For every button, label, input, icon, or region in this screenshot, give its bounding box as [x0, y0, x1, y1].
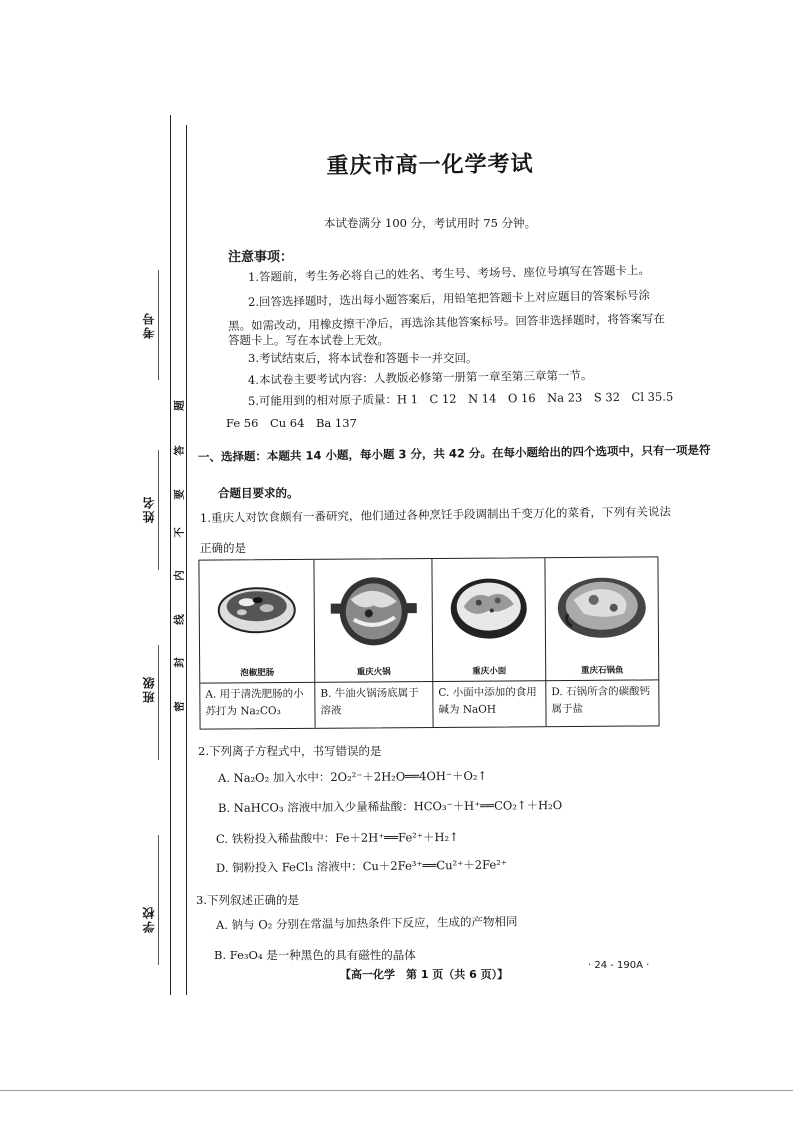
binding-line-outer — [170, 115, 171, 995]
notice-item-2a: 2.回答选择题时，选出每小题答案后，用铅笔把答题卡上对应题目的答案标号涂 — [247, 287, 651, 309]
school-line — [158, 835, 159, 965]
class-line — [158, 645, 159, 760]
exam-no-label: 考号 — [142, 311, 156, 339]
q1-option-b-cell — [315, 681, 433, 728]
section1-heading-a: 一、选择题：本题共 14 小题，每小题 3 分，共 42 分。在每小题给出的四个选项中，只有一项是符 — [197, 442, 711, 464]
seal-char-8: 题 — [173, 400, 186, 411]
notice-item-2b: 黑。如需改动，用橡皮擦干净后，再选涂其他答案标号。回答非选择题时，将答案写在 — [227, 311, 666, 333]
name-line — [158, 450, 159, 570]
q1-stem-b: 正确的是 — [200, 541, 246, 555]
q3-stem: 3.下列叙述正确的是 — [196, 893, 299, 907]
notice-item-2c: 答题卡上。写在本试卷上无效。 — [228, 333, 389, 347]
dish-image-3 — [443, 570, 534, 651]
notice-heading: 注意事项： — [228, 250, 294, 265]
page-title: 重庆市高一化学考试 — [326, 151, 534, 180]
seal-char-4: 内 — [173, 570, 186, 581]
q3-option-b: B. Fe₃O₄ 是一种黑色的具有磁性的晶体 — [214, 948, 416, 962]
dish-cell-2 — [314, 559, 433, 682]
q1-option-c: C. 小面中添加的食用碱为 NaOH — [438, 686, 537, 716]
dish-caption-2: 重庆火锅 — [356, 667, 391, 678]
section1-heading-b: 合题目要求的。 — [218, 486, 299, 500]
q1-option-b: B. 牛油火锅汤底属于溶液 — [320, 687, 419, 717]
seal-char-7: 答 — [173, 445, 186, 456]
dish-caption-1: 泡椒肥肠 — [240, 668, 275, 679]
notice-item-1: 1.答题前，考生务必将自己的姓名、考生号、考场号、座位号填写在答题卡上。 — [247, 262, 651, 284]
dish-cell-1 — [199, 560, 315, 683]
exam-intro: 本试卷满分 100 分，考试用时 75 分钟。 — [323, 216, 537, 230]
notice-item-4: 4.本试卷主要考试内容：人教版必修第一册第一章至第三章第一节。 — [247, 368, 593, 387]
name-label: 姓名 — [142, 495, 156, 523]
q1-option-c-cell — [433, 680, 546, 727]
exam-code: · 24 - 190A · — [588, 960, 650, 971]
q2-option-d: D. 铜粉投入 FeCl₃ 溶液中：Cu＋2Fe³⁺══Cu²⁺＋2Fe²⁺ — [215, 857, 507, 875]
notice-item-3: 3.考试结束后，将本试卷和答题卡一并交回。 — [248, 351, 478, 365]
q1-dish-row — [199, 557, 658, 683]
q1-options-table — [198, 556, 659, 729]
scan-fold-line — [0, 1090, 793, 1091]
q2-stem: 2.下列离子方程式中，书写错误的是 — [198, 744, 382, 758]
q1-option-d-cell — [546, 679, 658, 726]
dish-caption-3: 重庆小面 — [472, 666, 507, 677]
seal-char-3: 线 — [173, 614, 186, 625]
binding-line-inner — [186, 125, 187, 995]
q1-stem-a: 1.重庆人对饮食颇有一番研究，他们通过各种烹饪手段调制出千变万化的菜肴，下列有关说法 — [199, 504, 672, 525]
q1-option-d: D. 石锅所含的碳酸钙属于盐 — [551, 685, 651, 716]
q2-option-c: C. 铁粉投入稀盐酸中：Fe＋2H⁺══Fe²⁺＋H₂↑ — [215, 829, 459, 846]
dish-cell-4 — [545, 557, 658, 680]
school-label: 学校 — [142, 905, 156, 933]
dish-image-4 — [553, 569, 650, 646]
notice-item-5b: Fe 56 Cu 64 Ba 137 — [226, 416, 357, 430]
exam-no-line — [158, 270, 159, 380]
q1-option-a: A. 用于清洗肥肠的小苏打为 Na₂CO₃ — [205, 687, 304, 718]
class-label: 班级 — [142, 675, 156, 703]
q3-option-a: A. 钠与 O₂ 分别在常温与加热条件下反应，生成的产物相同 — [215, 914, 518, 932]
q1-option-a-cell — [200, 682, 315, 729]
dish-image-1 — [212, 572, 302, 643]
q2-option-a: A. Na₂O₂ 加入水中：2O₂²⁻＋2H₂O══4OH⁻＋O₂↑ — [217, 768, 488, 785]
notice-item-5a: 5.可能用到的相对原子质量：H 1 C 12 N 14 O 16 Na 23 S 32 Cl 35.5 — [247, 389, 674, 408]
q2-option-b: B. NaHCO₃ 溶液中加入少量稀盐酸：HCO₃⁻＋H⁺══CO₂↑＋H₂O — [217, 797, 563, 815]
seal-char-5: 不 — [173, 527, 186, 538]
page-number-label: 【高一化学 第 1 页（共 6 页）】 — [340, 968, 509, 981]
seal-char-1: 密 — [173, 701, 186, 712]
seal-char-6: 要 — [173, 489, 186, 500]
dish-caption-4: 重庆石锅鱼 — [580, 665, 624, 676]
binding-margin — [100, 115, 200, 985]
q1-option-row — [200, 679, 658, 728]
dish-cell-3 — [432, 558, 546, 681]
dish-image-2 — [328, 571, 419, 652]
seal-char-2: 封 — [173, 657, 186, 668]
